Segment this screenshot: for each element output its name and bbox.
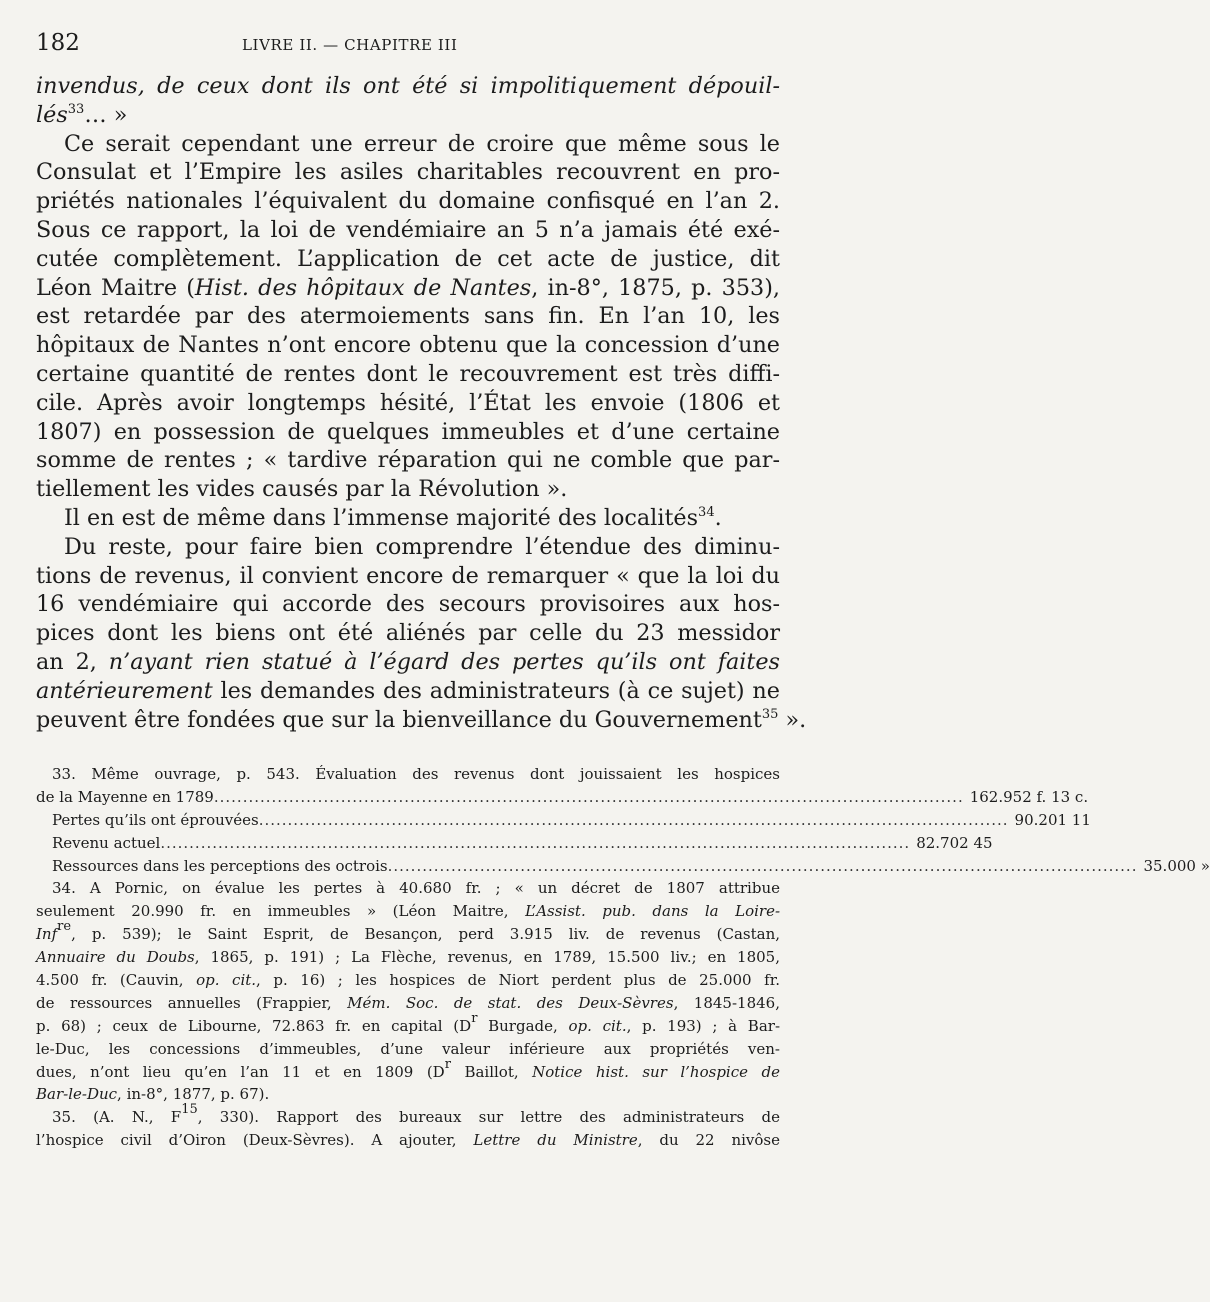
revenue-table-row: de la Mayenne en 1789 .................................................................................................................................. 162.952 f. 13 c. (36, 787, 1089, 806)
footnote-line: Inf$^{re}$, p. 539); le Saint Esprit, de Besançon, perd 3.915 liv. de revenus (Castan, (36, 919, 780, 944)
text-line: an 2, n’ayant rien statué à l’égard des pertes qu’ils ont faites (36, 648, 780, 675)
footnote-line: de ressources annuelles (Frappier, Mém. Soc. de stat. des Deux-Sèvres, 1845-1846, (36, 993, 780, 1012)
footnote-line: Bar-le-Duc, in-8°, 1877, p. 67). (36, 1085, 270, 1104)
footnote-ref-35[interactable]: 35 (761, 706, 779, 722)
text-line: tiellement les vides causés par la Révolution ». (36, 476, 568, 503)
footnote-line: le-Duc, les concessions d’immeubles, d’une valeur inférieure aux propriétés ven- (36, 1039, 780, 1058)
footnote-33: 33. Même ouvrage, p. 543. Évaluation des revenus dont jouissaient les hospices (52, 765, 780, 783)
text-line: pices dont les biens ont été aliénés par celle du 23 messidor (36, 620, 780, 647)
text-line: est retardée par des atermoiements sans fin. En l’an 10, les (36, 303, 780, 330)
footnote-line: p. 68) ; ceux de Libourne, 72.863 fr. en capital ($D^r$ Burgade, op. cit., p. 193) ; à Bar- (36, 1010, 781, 1035)
text-line: Sous ce rapport, la loi de vendémiaire an 5 n’a jamais été exé- (36, 216, 780, 243)
footnote-line: seulement 20.990 fr. en immeubles » (Léon Maitre, L’Assist. pub. dans la Loire- (36, 902, 781, 921)
footnote-ref-33[interactable]: 33 (67, 101, 85, 117)
revenue-table-row: Revenu actuel .................................................................................................................................. 82.702 45 (52, 833, 993, 852)
footnotes (36, 763, 1210, 1152)
book-page (36, 0, 1210, 1302)
paragraph-start: Il en est de même dans l’immense majorité des localités$^{34}$. (64, 504, 722, 531)
text-line: tions de revenus, il convient encore de remarquer « que la loi du (36, 562, 780, 589)
text-line: 16 vendémiaire qui accorde des secours provisoires aux hos- (36, 591, 780, 618)
text-line: priétés nationales l’équivalent du domaine confisqué en l’an 2. (36, 188, 780, 215)
main-text (36, 72, 807, 734)
text-line: antérieurement les demandes des administrateurs (à ce sujet) ne (36, 677, 780, 704)
text-line: lés$^{33}$… » (36, 101, 128, 128)
revenue-table-row: Ressources dans les perceptions des octrois .................................................................................................................................. 35.000 » (52, 856, 1210, 875)
footnote-line: 4.500 fr. (Cauvin, op. cit., p. 16) ; les hospices de Niort perdent plus de 25.000 fr. (36, 971, 780, 990)
footnote-34: 34. A Pornic, on évalue les pertes à 40.680 fr. ; « un décret de 1807 attribue (52, 879, 780, 898)
text-line: cutée complètement. L’application de cet acte de justice, dit (36, 245, 780, 272)
page-number: 182 (36, 30, 80, 56)
paragraph-start: Ce serait cependant une erreur de croire que même sous le (64, 130, 780, 157)
text-line: hôpitaux de Nantes n’ont encore obtenu que la concession d’une (36, 332, 780, 359)
text-line: somme de rentes ; « tardive réparation qui ne comble que par- (36, 447, 780, 474)
footnote-line: l’hospice civil d’Oiron (Deux-Sèvres). A ajouter, Lettre du Ministre, du 22 nivôse (36, 1131, 780, 1150)
running-head: LIVRE II. — CHAPITRE III (242, 36, 458, 54)
text-line: Consulat et l’Empire les asiles charitables recouvrent en pro- (36, 159, 780, 186)
footnote-line: Annuaire du Doubs, 1865, p. 191) ; La Flèche, revenus, en 1789, 15.500 liv.; en 1805, (36, 948, 780, 967)
footnote-35: 35. (A. N., $F^{15}$, 330). Rapport des bureaux sur lettre des administrateurs de (52, 1102, 780, 1127)
text-line: invendus, de ceux dont ils ont été si impolitiquement dépouil- (36, 73, 780, 99)
footnote-line: dues, n’ont lieu qu’en l’an 11 et en 1809 ($D^r$ Baillot, Notice hist. sur l’hospice de (36, 1056, 780, 1081)
footnote-ref-34[interactable]: 34 (698, 504, 715, 520)
text-line: 1807) en possession de quelques immeubles et d’une certaine (36, 418, 780, 445)
page-header (36, 30, 780, 62)
text-line: peuvent être fondées que sur la bienveillance du Gouvernement$^{35}$ ». (36, 706, 807, 733)
revenue-table-row: Pertes qu’ils ont éprouvées .................................................................................................................................. 90.201 11 (52, 810, 1091, 829)
text-line: cile. Après avoir longtemps hésité, l’État les envoie (1806 et (36, 389, 780, 416)
text-line: certaine quantité de rentes dont le recouvrement est très diffi- (36, 360, 780, 387)
paragraph-start: Du reste, pour faire bien comprendre l’étendue des diminu- (64, 533, 780, 560)
text-line: Léon Maitre (Hist. des hôpitaux de Nantes, in-8°, 1875, p. 353), (36, 274, 781, 301)
